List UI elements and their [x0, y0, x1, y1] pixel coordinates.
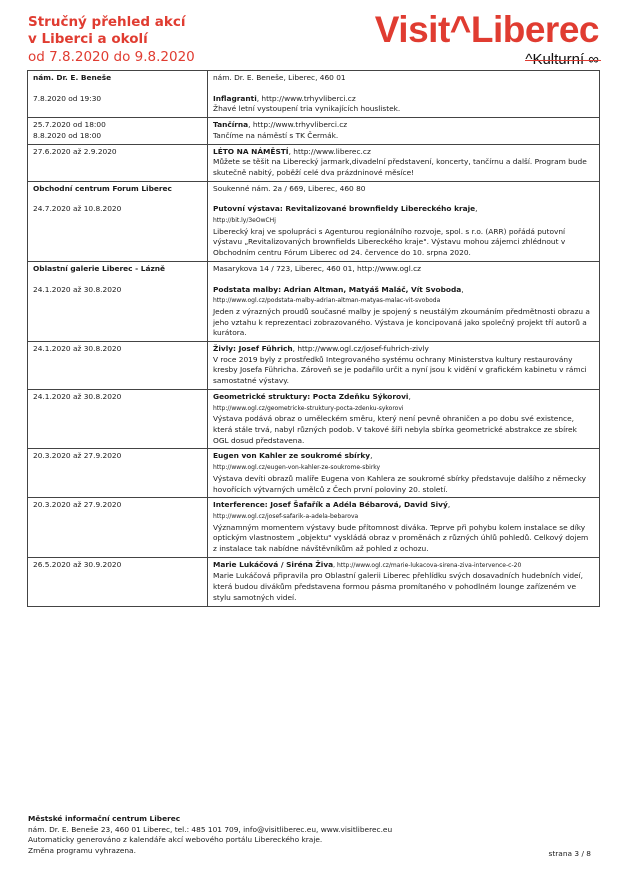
- event-link[interactable]: http://www.ogl.cz/geometricke-struktury-pocta-zdenku-sykorovi: [213, 404, 404, 412]
- events-table: [27, 70, 600, 607]
- event-description: Výstava devíti obrazů malíře Eugena von Kahlera ze soukromé sbírky představuje dalšího z německy hovořících výtvarných umělců z Čech první poloviny 20. století.: [213, 473, 587, 494]
- event-title: Putovní výstava: Revitalizované brownfieldy Libereckého kraje: [213, 204, 476, 214]
- heading-date-range: od 7.8.2020 do 9.8.2020: [28, 49, 195, 65]
- event-details: [208, 342, 600, 390]
- event-link[interactable]: http://bit.ly/3eOwCHj: [213, 217, 276, 225]
- event-link[interactable]: , http://www.trhyvliberci.cz: [248, 120, 348, 130]
- event-row: [28, 342, 600, 390]
- venue-address: Masarykova 14 / 723, Liberec, 460 01, http://www.ogl.cz: [208, 261, 600, 276]
- event-title: Inflagranti: [213, 93, 257, 103]
- event-title: Eugen von Kahler ze soukromé sbírky: [213, 451, 371, 461]
- event-details: [208, 86, 600, 118]
- event-row: [28, 277, 600, 342]
- event-description: Liberecký kraj ve spolupráci s Agenturou regionálního rozvoje, spol. s r.o. (ARR) pořádá putovní výstavu „Revitalizovaných brownfields Libereckého kraje". Výstavu mohou zájemci zhlédnout v Obchodním centru Fórum Liberec od 24. července do 10. srpna 2020.: [213, 226, 566, 258]
- event-date: 24.7.2020 až 10.8.2020: [28, 196, 208, 261]
- venue-address: nám. Dr. E. Beneše, Liberec, 460 01: [208, 71, 600, 86]
- page-number: strana 3 / 8: [548, 849, 591, 858]
- event-link[interactable]: , http://www.ogl.cz/marie-lukacova-sirena-ziva-intervence-c-20: [333, 561, 522, 569]
- event-date: 20.3.2020 až 27.9.2020: [28, 498, 208, 558]
- event-title: Geometrické struktury: Pocta Zdeňku Sýkorovi: [213, 391, 409, 401]
- heading-line-1: Stručný přehled akcí: [28, 14, 186, 30]
- event-link[interactable]: http://www.ogl.cz/podstata-malby-adrian-altman-matyas-malac-vit-svoboda: [213, 297, 441, 305]
- footer-note: Automaticky generováno z kalendáře akcí webového portálu Libereckého kraje.: [28, 835, 323, 845]
- event-title: LÉTO NA NÁMĚSTÍ: [213, 146, 289, 156]
- venue-name: Oblastní galerie Liberec - Lázně: [28, 261, 208, 276]
- event-link[interactable]: http://www.ogl.cz/eugen-von-kahler-ze-soukrome-sbirky: [213, 464, 381, 472]
- event-date: 20.3.2020 až 27.9.2020: [28, 449, 208, 498]
- event-date: 26.5.2020 až 30.9.2020: [28, 557, 208, 606]
- event-row: [28, 498, 600, 558]
- footer-disclaimer: Změna programu vyhrazena.: [28, 846, 136, 856]
- event-description: Významným momentem výstavy bude přítomnost diváka. Teprve při pohybu kolem instalace se díky optickým vlastnostem „objektu" vyskládá obraz v proměnách z různých úhlů pohledů. Celkový dojem z instalace tak nabídne návštěvníkům až pohled z ochozu.: [213, 522, 589, 554]
- event-title: Podstata malby: Adrian Altman, Matyáš Maláč, Vít Svoboda: [213, 284, 462, 294]
- footer-org: Městské informační centrum Liberec: [28, 814, 181, 823]
- event-date: 7.8.2020 od 19:30: [28, 86, 208, 118]
- venue-row: [28, 261, 600, 276]
- event-date: 27.6.2020 až 2.9.2020: [28, 144, 208, 181]
- event-details: Eugen von Kahler ze soukromé sbírky, http://www.ogl.cz/eugen-von-kahler-ze-soukrome-sbirky Výstava devíti obrazů malíře Eugena von Kahlera ze soukromé sbírky představuje dalšího z německy hovořících výtvarných umělců z Čech první poloviny 20. století.: [208, 449, 600, 498]
- event-details: Interference: Josef Šafařík a Adéla Bébarová, David Sivý, http://www.ogl.cz/josef-safarik-a-adela-bebarova Významným momentem výstavy bude přítomnost diváka. Teprve při pohybu kolem instalace se díky optickým vlastnostem „objektu" vyskládá obraz v proměnách z různých úhlů pohledů. Celkový dojem z instalace tak nabídne návštěvníkům až pohled z ochozu.: [208, 498, 600, 558]
- event-description: Marie Lukáčová připravila pro Oblastní galerii Liberec přehlídku svých dosavadních hudebních videí, která budou divákům představena formou pásma promítaného v pohodlném lounge zařízeném ve stylu samotných videí.: [213, 571, 584, 602]
- event-row: [28, 118, 600, 144]
- event-description: Žhavé letní vystoupení tria vynikajících houslistek.: [213, 104, 401, 114]
- logo-subtitle: ^Kulturní ∞: [525, 51, 599, 68]
- event-row: [28, 144, 600, 181]
- venue-name: Obchodní centrum Forum Liberec: [28, 181, 208, 196]
- footer-contact: nám. Dr. E. Beneše 23, 460 01 Liberec, tel.: 485 101 709, info@visitliberec.eu, www.visitliberec.eu: [28, 824, 393, 834]
- venue-address: Soukenné nám. 2a / 669, Liberec, 460 80: [208, 181, 600, 196]
- event-details: Putovní výstava: Revitalizované brownfieldy Libereckého kraje, http://bit.ly/3eOwCHj Liberecký kraj ve spolupráci s Agenturou regionálního rozvoje, spol. s r.o. (ARR) pořádá putovní výstavu „Revitalizovaných brownfields Libereckého kraje". Výstavu mohou zájemci zhlédnout v Obchodním centru Fórum Liberec od 24. července do 10. srpna 2020.: [208, 196, 600, 261]
- logo-brand: Visit^Liberec: [374, 9, 599, 50]
- event-row: [28, 389, 600, 449]
- event-description: Výstava podává obraz o uměleckém směru, který není pevně ohraničen a po dobu své existence, která stále trvá, nabyl různých podob. V takové šíři nebyla sbírka geometrické abstrakce ze sbírek OGL dosud představena.: [213, 414, 577, 445]
- event-details: [208, 118, 600, 144]
- event-title: Interference: Josef Šafařík a Adéla Bébarová, David Sivý: [213, 500, 448, 510]
- event-title: Tančírna: [213, 120, 249, 130]
- event-description: Tančíme na náměstí s TK Čermák.: [213, 130, 339, 140]
- event-description: V roce 2019 byly z prostředků Integrovaného systému ochrany Ministerstva kultury restaurovány kresby Josefa Führicha. Zároveň se je podařilo určit a nyní jsou k vidění v grafickém kabinetu v rámci samostatné výstavy.: [213, 354, 587, 386]
- event-title: Živly: Josef Führich: [213, 344, 293, 354]
- event-details: [208, 144, 600, 181]
- event-link[interactable]: , http://www.liberec.cz: [288, 146, 371, 156]
- event-row: [28, 196, 600, 261]
- report-heading: [28, 14, 195, 66]
- visit-liberec-logo: [375, 10, 599, 68]
- event-link[interactable]: http://www.ogl.cz/josef-safarik-a-adela-bebarova: [213, 512, 359, 520]
- event-link[interactable]: , http://www.trhyvliberci.cz: [256, 93, 356, 103]
- venue-name: nám. Dr. E. Beneše: [28, 71, 208, 86]
- venue-row: [28, 181, 600, 196]
- event-description: Jeden z výrazných proudů současné malby je spojený s neustálým zkoumáním předmětnosti obrazu a jeho vztahu k reprezentaci zobrazovaného. Výstava je koncipovaná jako společný projekt tří autorů a kurátora.: [213, 306, 590, 338]
- event-date: 25.7.2020 od 18:00 8.8.2020 od 18:00: [28, 118, 208, 144]
- heading-line-2: v Liberci a okolí: [28, 31, 148, 47]
- event-row: [28, 449, 600, 498]
- page-footer: [28, 814, 392, 857]
- event-link[interactable]: , http://www.ogl.cz/josef-fuhrich-zivly: [292, 344, 429, 354]
- event-row: [28, 86, 600, 118]
- event-description: Můžete se těšit na Liberecký jarmark,divadelní představení, koncerty, tančírnu a další. Program bude skutečně nabitý, poběží celé dva prázdninové měsíce!: [213, 157, 587, 177]
- event-date: 24.1.2020 až 30.8.2020: [28, 389, 208, 449]
- logo-rule: [525, 60, 601, 61]
- event-row: [28, 557, 600, 606]
- event-title: Marie Lukáčová / Siréna Živa: [213, 559, 334, 569]
- event-date: 24.1.2020 až 30.8.2020: [28, 277, 208, 342]
- event-details: [208, 557, 600, 606]
- venue-row: [28, 71, 600, 86]
- event-details: Geometrické struktury: Pocta Zdeňku Sýkorovi, http://www.ogl.cz/geometricke-struktury-pocta-zdenku-sykorovi Výstava podává obraz o uměleckém směru, který není pevně ohraničen a po dobu své existence, která stále trvá, nabyl různých podob. V takové šíři nebyla sbírka geometrické abstrakce ze sbírek OGL dosud představena.: [208, 389, 600, 449]
- event-date: 24.1.2020 až 30.8.2020: [28, 342, 208, 390]
- event-details: Podstata malby: Adrian Altman, Matyáš Maláč, Vít Svoboda, http://www.ogl.cz/podstata-malby-adrian-altman-matyas-malac-vit-svoboda Jeden z výrazných proudů současné malby je spojený s neustálým zkoumáním předmětnosti obrazu a jeho vztahu k reprezentaci zobrazovaného. Výstava je koncipovaná jako společný projekt tří autorů a kurátora.: [208, 277, 600, 342]
